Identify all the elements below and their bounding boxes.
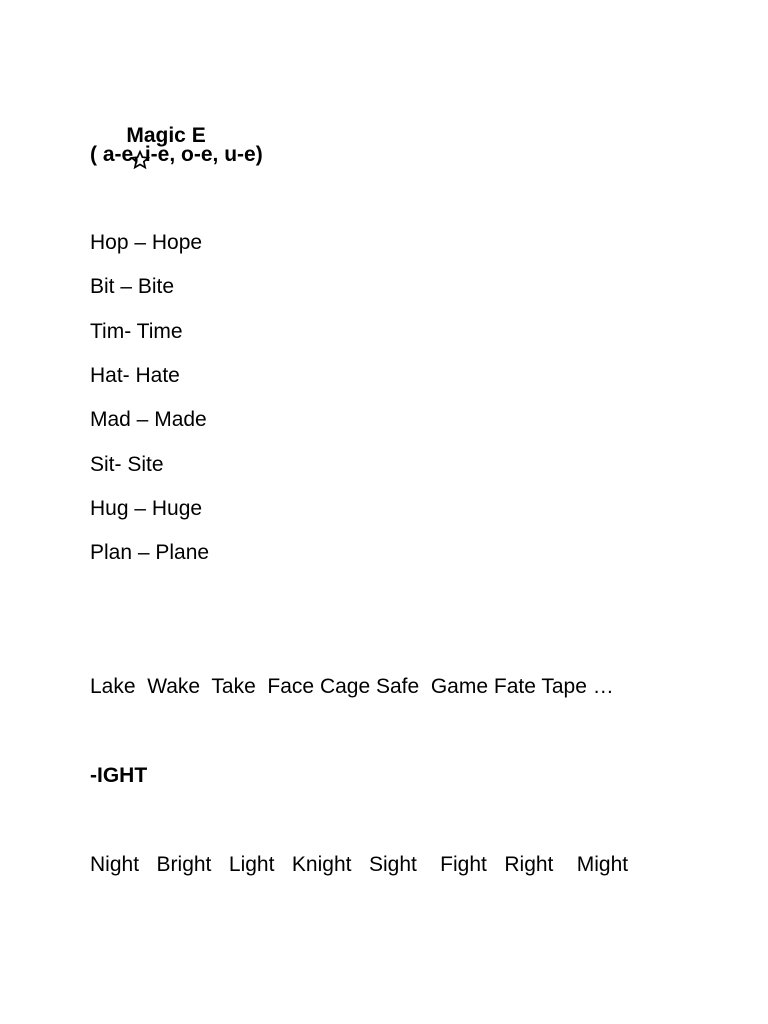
word-pairs-list (90, 230, 210, 564)
word-pair-item: Plan – Plane (90, 541, 210, 564)
title-text: Magic E (126, 124, 206, 147)
word-pair-item: Tim- Time (90, 320, 183, 343)
ight-section-heading: -IGHT (90, 764, 148, 787)
magic-e-word-list: Lake Wake Take Face Cage Safe Game Fate Tape … (90, 675, 614, 698)
word-pair-item: Hat- Hate (90, 364, 180, 387)
vowel-patterns-subtitle: ( a-e, i-e, o-e, u-e) (90, 143, 263, 166)
word-pair-item: Sit- Site (90, 453, 164, 476)
word-pair-item: Bit – Bite (90, 275, 175, 298)
word-pair-item: Mad – Made (90, 408, 207, 431)
ight-word-list: Night Bright Light Knight Sight Fight Right Might (90, 853, 629, 876)
word-pair-item: Hug – Huge (90, 497, 203, 520)
word-pair-item: Hop – Hope (90, 231, 203, 254)
